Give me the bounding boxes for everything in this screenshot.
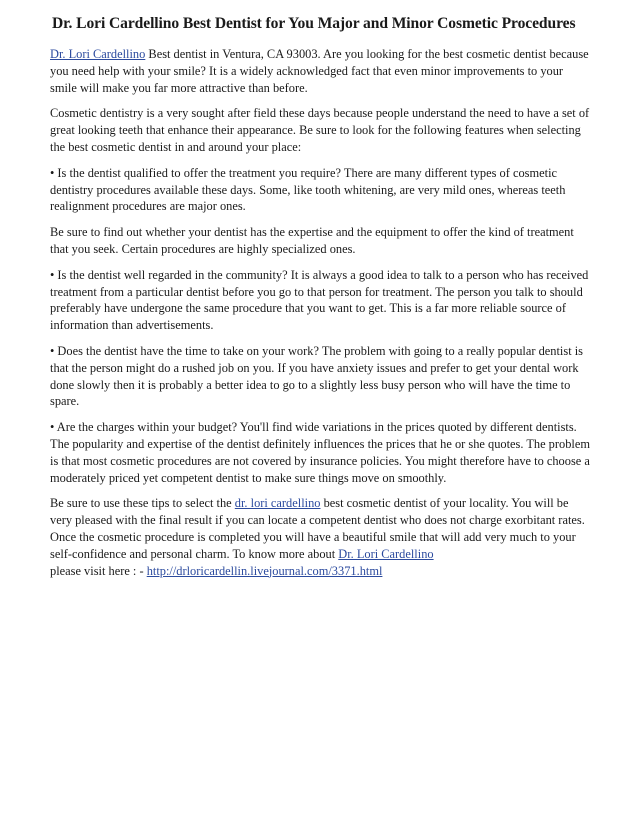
intro-paragraph: [50, 46, 590, 96]
paragraph-expertise: Be sure to find out whether your dentist has the expertise and the equipment to offer the kind of treatment that you seek. Certain procedures are highly specialized ones.: [50, 225, 574, 256]
visit-text: please visit here : -: [50, 563, 147, 578]
dentist-link-lowercase[interactable]: dr. lori cardellino: [234, 496, 321, 511]
closing-text-start: Be sure to use these tips to select the: [50, 496, 235, 511]
document-title: Dr. Lori Cardellino Best Dentist for You Major and Minor Cosmetic Procedures: [52, 15, 576, 32]
livejournal-url-link[interactable]: http://drloricardellin.livejournal.com/3371.html: [146, 563, 383, 578]
dentist-link-closing[interactable]: Dr. Lori Cardellino: [338, 546, 434, 561]
paragraph-qualified: • Is the dentist qualified to offer the treatment you require? There are many different types of cosmetic dentistry procedures available these days. Some, like tooth whitening, are very mild ones, whereas teeth realignment procedures are major ones.: [50, 165, 566, 214]
paragraph-charges: • Are the charges within your budget? You'll find wide variations in the prices quoted by different dentists. The popularity and expertise of the dentist definitely influences the prices that he or she quotes. The problem is that most cosmetic procedures are not covered by insurance policies. You might therefore have to choose a moderately priced yet competent dentist to make sure things move on smoothly.: [50, 420, 590, 485]
intro-text: Best dentist in Ventura, CA 93003. Are you looking for the best cosmetic dentist because you need help with your smile? It is a widely acknowledged fact that even minor improvements to your smile will make you far more attractive than before.: [50, 47, 589, 95]
paragraph-features: Cosmetic dentistry is a very sought after field these days because people understand the need to have a set of great looking teeth that enhance their appearance. Be sure to look for the following features when selecting the best cosmetic dentist in and around your place:: [50, 106, 590, 154]
paragraph-time: • Does the dentist have the time to take on your work? The problem with going to a really popular dentist is that the person might do a rushed job on you. If you have anxiety issues and prefer to get your dental work done slowly then it is probably a better idea to go to a slightly less busy person who will have the time to spare.: [50, 343, 584, 409]
closing-paragraph: [50, 495, 590, 579]
dentist-name-link[interactable]: Dr. Lori Cardellino: [50, 47, 146, 61]
closing-text-middle: best cosmetic dentist of your locality. You will be very pleased with the final result if you can locate a competent dentist who does not charge exorbitant rates. Once the cosmetic procedure is completed you will have a beautiful smile that will add very much to your self-confidence and personal charm. To know more about: [50, 496, 585, 561]
document-page: [50, 14, 590, 579]
paragraph-community: • Is the dentist well regarded in the community? It is always a good idea to talk to a person who has received treatment from a particular dentist before you go to that person for treatment. The person you talk to should preferably have undergone the same procedure that you want to get. This is a far more reliable source of information than advertisements.: [50, 267, 589, 333]
